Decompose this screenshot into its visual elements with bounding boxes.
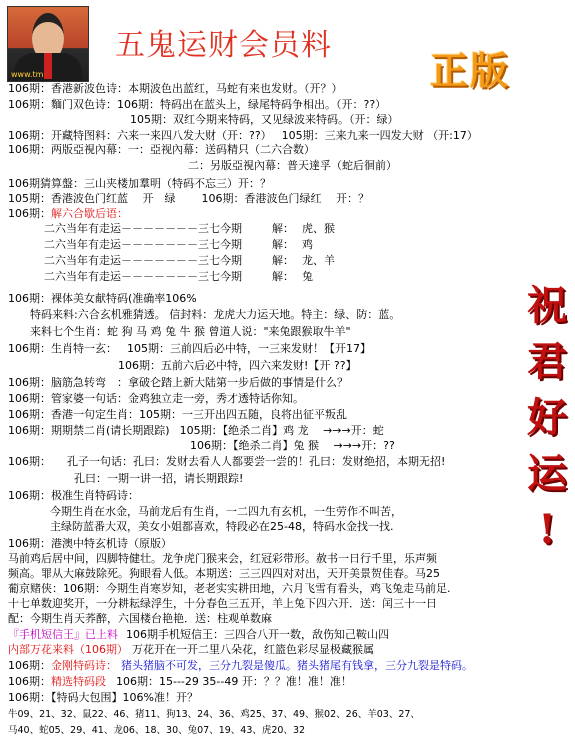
text-line: 今期生肖在水金，马前龙后有生肖，一二四九有玄机，一生劳作不叫苦， [50,505,402,518]
text-line: 106期：开藏特图料：六来一来四八发大财（开：??） 105期：三来九来一四发大财 （开:17） [8,129,478,142]
text-line: 106期：期期禁二肖(请长期跟踪) 105期：【绝杀二肖】鸡 龙 →→→开：蛇 [8,424,384,437]
portrait-photo [7,6,89,82]
text-line: 106期：麵门双色诗：106期：特码出在蓝头上，绿尾特码争相出。（开：??） [8,98,387,111]
text-line: 频高。罪从大麻鼓除死。狗眼看人低。本期送：三三四四对对出，天开美景贺佳春。马25 [8,567,440,580]
text-line: 主绿防蓝番大双，美女小姐都喜欢，特段必在25-48，特码水金找一找. [50,520,394,533]
riddle-line: 二六当年有走运－－－－－－－三七今期 解： 龙、羊 [44,254,335,267]
text-line: 106期：港澳中特玄机诗（原版） [8,537,172,550]
text-line: 106期：五前六后必中特，四六来发财!【开 ??】 [118,359,357,372]
riddle-line: 二六当年有走运－－－－－－－三七今期 解： 兔 [44,270,313,283]
text-line: 来料七个生肖：蛇 狗 马 鸡 兔 牛 猴 曾道人说："来兔跟猴取牛羊" [30,325,351,338]
text-line: 106期：【特码大包围】106%准！开？ [8,691,198,704]
text-line: 106期：裸体美女献特码(准确率106% [8,292,197,305]
photo-caption: www.tm [11,70,44,79]
text-line: 106期：解六合歇后语： [8,207,128,220]
text-line: 106期：生肖特一玄： 105期：三前四后必中特，一三来发财！【开17】 [8,342,371,355]
text-line: 『手机短信王』已上料 106期手机短信王：三四合八开一数，敌伤知己鞍山四 [8,628,389,641]
text-line: 孔曰：一期一讲一招，请长期跟踪! [74,472,244,485]
text-line: 二：另版亞視內幕：普天達孚（蛇后徊前） [188,159,397,172]
page-title: 五鬼运财会员料 [115,28,332,63]
text-line: 106期：脑筋急转弯 ：拿破仑踏上新大陆第一步后做的事情是什么？ [8,376,348,389]
text-line: 特码来料:六合玄机雅猜透。 信封料：龙虎大力运天地。特主：绿、防：蓝。 [30,308,401,321]
text-line: 106期：金刚特码诗： 猪头猪脑不可发，三分九裂是傻瓜。猪头猪尾有钱拿，三分九裂是特码。 [8,659,473,672]
side-char: ! [538,506,556,553]
text-line: 106期：精选特码段 106期：15---29 35--49 开：？？准！准！准！ [8,675,352,688]
text-line: 106期：两版亞視內幕：一：亞视內幕：送码精只（二六合数） [8,143,315,156]
text-line: 105期：香港波色门红蓝 开 绿 106期：香港波色门绿红 开：？ [8,192,369,205]
text-line: 配：今期生肖天荞醉，六国楼台艳艳．送：柱观单数麻 [8,612,272,625]
side-char: 运 [527,450,567,497]
text-line: 马40、蛇05、29、41、龙06、18、30、兔07、19、43、虎20、32 [8,725,306,736]
side-char: 好 [527,394,567,441]
text-line: 106期：管家婆一句话：金鸡独立走一旁，秀才透特话你知。 [8,392,304,405]
text-line: 106期： 孔子一句话：孔曰：发财去看人人都要尝一尝的！孔曰：发财绝招，本期无招! [8,455,446,468]
text-line: 106期：香港新波色诗：本期波色出蓝红，马蛇有来也发财。（开？） [8,82,343,95]
text-line: 葡京赌侠：106期：今期生肖寒岁知，老老实实耕田地，六月飞雪有看头，鸡飞兔走马前足. [8,582,451,595]
text-line: 内部万花来料（106期） 万花开在一开二里八朵花，红篮色彩尽显极藏猴属 [8,643,374,656]
text-line: 马前鸡后居中间，四脚特健壮。龙争虎门猴来会，红冠彩带形。赦书一日行千里，乐声频 [8,552,437,565]
riddle-line: 二六当年有走运－－－－－－－三七今期 解： 虎、猴 [44,222,335,235]
text-line: 105期：双红今期来特码，又见绿波来特码。（开：绿） [130,113,399,126]
text-line: 十七单数迎奖开，一分耕耘绿浮生，十分春色三五开，羊上兔下四六开．送：闰三十一日 [8,597,437,610]
genuine-badge: 正版 [430,48,511,93]
side-banner [525,278,569,558]
portrait-tie [44,53,52,79]
text-line: 106期：极准生肖特码诗： [8,489,139,502]
side-char: 君 [527,338,567,385]
riddle-line: 二六当年有走运－－－－－－－三七今期 解： 鸡 [44,238,313,251]
text-line: 106期：香港一句定生肖：105期：一三开出四五随，良将出征平叛乱 [8,408,347,421]
side-char: 祝 [527,282,567,329]
text-line: 106期猜算盤：三山夹楼加羣明（特码不忘三）开：？ [8,177,271,190]
text-line: 牛09、21、32、鼠22、46、猪11、狗13、24、36、鸡25、37、49、猴02、26、羊03、27、 [8,709,420,720]
text-line: 106期：【绝杀二肖】兔 猴 →→→开：?? [190,439,395,452]
